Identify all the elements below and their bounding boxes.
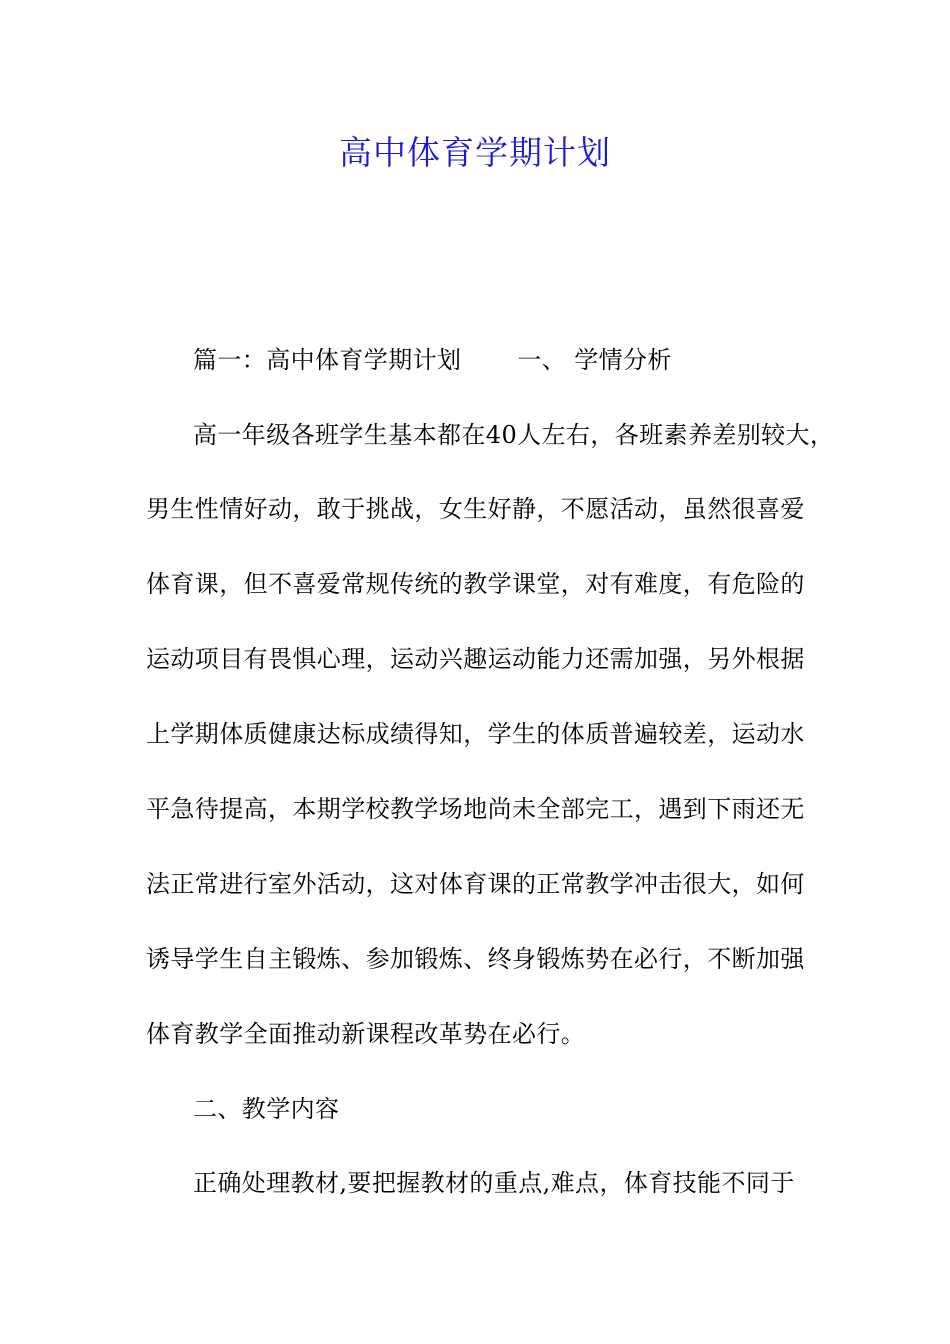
paragraph1-line-4: 运动项目有畏惧心理，运动兴趣运动能力还需加强，另外根据 bbox=[146, 645, 805, 673]
heading-part-1: 篇一：高中体育学期计划 bbox=[193, 346, 462, 374]
paragraph1-line-9: 体育教学全面推动新课程改革势在必行。 bbox=[146, 1020, 586, 1048]
document-title: 高中体育学期计划 bbox=[339, 133, 611, 172]
paragraph1-line-7: 法正常进行室外活动，这对体育课的正常教学冲击很大，如何 bbox=[146, 870, 805, 898]
paragraph1-line-6: 平急待提高，本期学校教学场地尚未全部完工，遇到下雨还无 bbox=[146, 795, 805, 823]
paragraph1-line-5: 上学期体质健康达标成绩得知，学生的体质普遍较差，运动水 bbox=[146, 720, 805, 748]
paragraph1-line-1: 高一年级各班学生基本都在40人左右，各班素养差别较大， bbox=[193, 421, 835, 449]
paragraph1-line-3: 体育课，但不喜爱常规传统的教学课堂，对有难度，有危险的 bbox=[146, 570, 805, 598]
heading-part-2: 一、 学情分析 bbox=[517, 346, 672, 374]
section2-heading: 二、教学内容 bbox=[193, 1095, 340, 1123]
paragraph1-line-8: 诱导学生自主锻炼、参加锻炼、终身锻炼势在必行，不断加强 bbox=[146, 945, 805, 973]
paragraph1-line-2: 男生性情好动，敢于挑战，女生好静，不愿活动，虽然很喜爱 bbox=[146, 495, 805, 523]
paragraph2-line-1: 正确处理教材,要把握教材的重点,难点，体育技能不同于 bbox=[193, 1169, 795, 1197]
heading-line bbox=[193, 342, 893, 378]
